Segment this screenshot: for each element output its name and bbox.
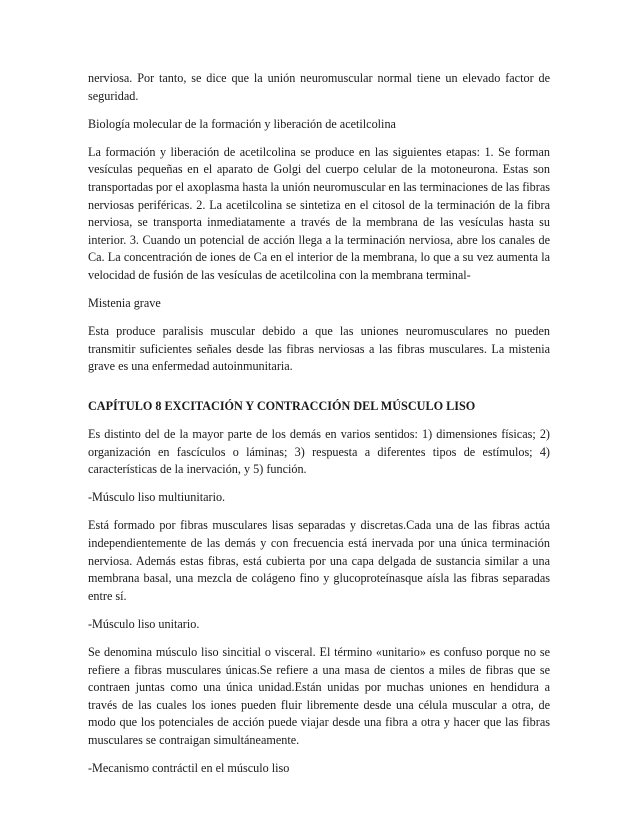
paragraph-multiunit: Está formado por fibras musculares lisas separadas y discretas.Cada una de las fibras actúa independientemente de las demás y con frecuencia está inervada por una única terminación nerviosa. Además estas fibras, está cubierta por una capa delgada de sustancia similar a una membrana basal, una mezcla de colágeno fino y glucoproteínasque aísla las fibras separadas entre sí.: [88, 518, 550, 603]
paragraph-myasthenia: Esta produce paralisis muscular debido a que las uniones neuromusculares no pueden transmitir suficientes señales desde las fibras nerviosas a las fibras musculares. La mistenia grave es una enfermedad autoinmunitaria.: [88, 324, 550, 374]
paragraph-smooth-muscle-differences: Es distinto del de la mayor parte de los demás en varios sentidos: 1) dimensiones físicas; 2) organización en fascículos o láminas; 3) respuesta a diferentes tipos de estímulos; 4) características de la inervación, y 5) función.: [88, 427, 550, 477]
document-page: [88, 70, 550, 788]
subheading-contractile-mechanism: -Mecanismo contráctil en el músculo liso: [88, 761, 290, 775]
paragraph-unitary: Se denomina músculo liso sincitial o visceral. El término «unitario» es confuso porque no se refiere a fibras musculares únicas.Se refiere a una masa de cientos a miles de fibras que se contraen juntas como una única unidad.Están unidas por muchas uniones en hendidura a través de las cuales los iones pueden fluir libremente desde una célula muscular a otra, de modo que los potenciales de acción puede viajar desde una fibra a otra y hacer que las fibras musculares se contraigan simultáneamente.: [88, 644, 550, 747]
paragraph-acetylcholine-stages: La formación y liberación de acetilcolina se produce en las siguientes etapas: 1. Se forman vesículas pequeñas en el aparato de Golgi del cuerpo celular de la motoneurona. Estas son transportadas por el axoplasma hasta la unión neuromuscular en las terminaciones de las fibras nerviosas periféricas. 2. La acetilcolina se sintetiza en el citosol de la terminación de la fibra nerviosa, se transporta inmediatamente a través de la membrana de las vesículas hasta su interior. 3. Cuando un potencial de acción llega a la terminación nerviosa, abre los canales de Ca. La concentración de iones de Ca en el interior de la membrana, lo que a su vez aumenta la velocidad de fusión de las vesículas de acetilcolina con la membrana terminal-: [88, 144, 550, 282]
subheading-multiunit: -Músculo liso multiunitario.: [88, 490, 226, 505]
subheading-unitary: -Músculo liso unitario.: [88, 616, 200, 631]
paragraph-intro-continuation: nerviosa. Por tanto, se dice que la unión neuromuscular normal tiene un elevado factor de seguridad.: [88, 71, 550, 103]
chapter-heading: CAPÍTULO 8 EXCITACIÓN Y CONTRACCIÓN DEL MÚSCULO LISO: [88, 398, 476, 413]
subheading-myasthenia: Mistenia grave: [88, 296, 161, 311]
subheading-acetylcholine: Biología molecular de la formación y liberación de acetilcolina: [88, 116, 396, 131]
